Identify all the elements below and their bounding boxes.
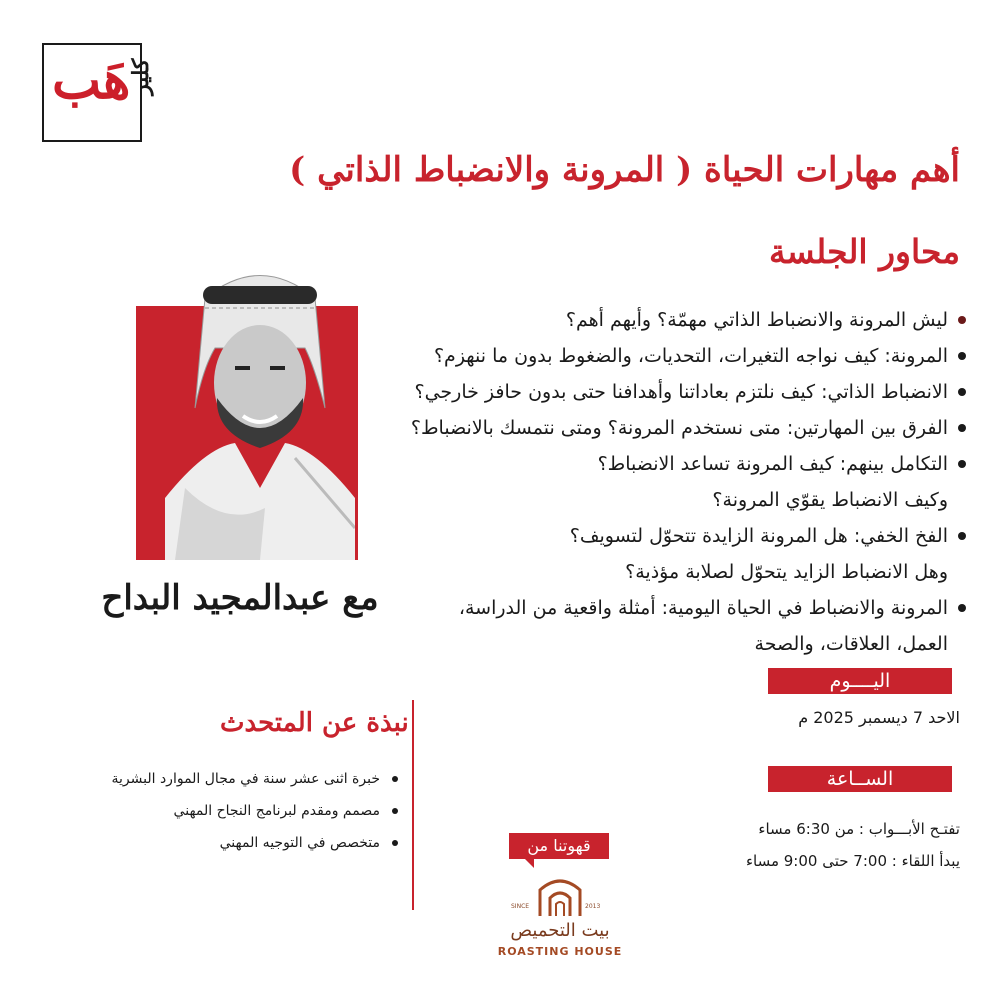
day-value: الاحد 7 ديسمبر 2025 م — [798, 708, 960, 727]
page-title: أهم مهارات الحياة ( المرونة والانضباط الذاتي ) — [289, 150, 960, 190]
session-topics-heading: محاور الجلسة — [769, 232, 960, 271]
logo-main-text: هَب — [52, 50, 131, 111]
sponsor-since: SINCE — [511, 903, 530, 910]
agenda-item-text: المرونة والانضباط في الحياة اليومية: أمثلة واقعية من الدراسة، — [458, 597, 948, 619]
agenda-item-text: الفخ الخفي: هل المرونة الزايدة تتحوّل لتسويف؟ — [569, 525, 948, 547]
agenda-item — [330, 518, 970, 590]
bullet-icon — [958, 316, 966, 324]
agenda-item-text: المرونة: كيف نواجه التغيرات، التحديات، والضغوط بدون ما ننهزم؟ — [433, 345, 948, 367]
agenda-list — [330, 302, 970, 662]
sponsor-tag: قهوتنا من — [509, 833, 609, 859]
agenda-item-text: العمل، العلاقات، والصحة — [754, 633, 948, 655]
agenda-item — [330, 374, 970, 410]
agenda-item-text: وكيف الانضباط يقوّي المرونة؟ — [712, 489, 948, 511]
bio-item: مصمم ومقدم لبرنامج النجاح المهني — [70, 795, 400, 827]
bullet-icon — [392, 840, 398, 846]
agenda-item — [330, 410, 970, 446]
speaker-photo — [165, 258, 355, 560]
bio-divider — [412, 700, 414, 910]
doors-open-time: تفتـح الأبـــواب : من 6:30 مساء — [758, 820, 960, 838]
bullet-icon — [958, 388, 966, 396]
bio-heading: نبذة عن المتحدث — [220, 708, 409, 738]
agenda-item-text: وهل الانضباط الزايد يتحوّل لصلابة مؤذية؟ — [625, 561, 948, 583]
bio-item: خبرة اثنى عشر سنة في مجال الموارد البشرية — [70, 763, 400, 795]
bullet-icon — [392, 808, 398, 814]
bullet-icon — [958, 604, 966, 612]
bio-list — [70, 763, 400, 859]
agenda-item — [330, 446, 970, 518]
sponsor-name-arabic: بيت التحميص — [510, 920, 610, 941]
agenda-item-text: ليش المرونة والانضباط الذاتي مهمّة؟ وأيهم أهم؟ — [565, 309, 948, 331]
logo-sub-text: كلير — [128, 58, 154, 95]
bio-item: متخصص في التوجيه المهني — [70, 827, 400, 859]
bullet-icon — [958, 460, 966, 468]
agenda-item-text: الانضباط الذاتي: كيف نلتزم بعاداتنا وأهدافنا حتى بدون حافز خارجي؟ — [414, 381, 948, 403]
agenda-item — [330, 338, 970, 374]
agenda-item — [330, 590, 970, 662]
bullet-icon — [958, 424, 966, 432]
sponsor-year: 2013 — [585, 903, 601, 910]
time-label: الســاعة — [768, 766, 952, 792]
bullet-icon — [392, 776, 398, 782]
speaker-name: مع عبدالمجيد البداح — [101, 578, 379, 618]
sponsor-name-english: ROASTING HOUSE — [497, 945, 623, 958]
bullet-icon — [958, 352, 966, 360]
day-label: اليــــوم — [768, 668, 952, 694]
sponsor-house-icon — [528, 872, 592, 918]
agenda-item — [330, 302, 970, 338]
agenda-item-text: الفرق بين المهارتين: متى نستخدم المرونة؟ ومتى نتمسك بالانضباط؟ — [410, 417, 948, 439]
bullet-icon — [958, 532, 966, 540]
sponsor-tag-tail — [524, 858, 534, 868]
agenda-item-text: التكامل بينهم: كيف المرونة تساعد الانضباط؟ — [597, 453, 948, 475]
meeting-time: يبدأ اللقاء : 7:00 حتى 9:00 مساء — [745, 852, 960, 870]
